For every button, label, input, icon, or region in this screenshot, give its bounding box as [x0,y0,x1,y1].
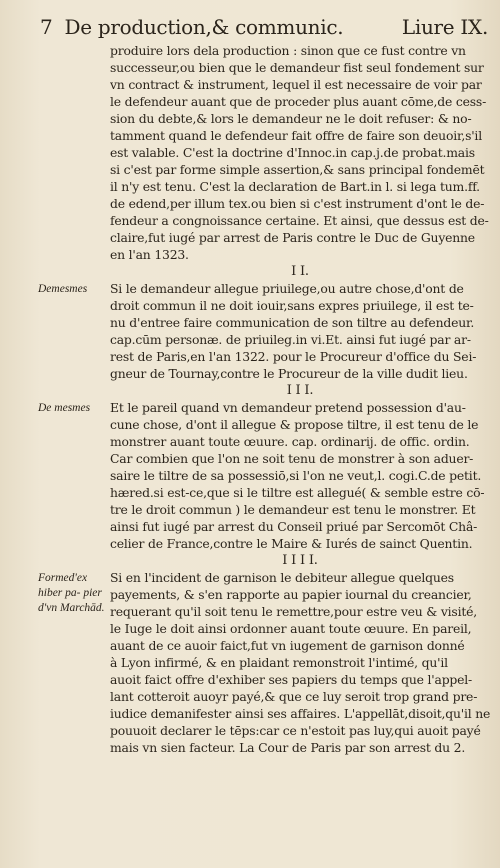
text-line: requerant qu'il soit tenu le remettre,pour estre veu & visité, [110,604,477,619]
text-line: vn contract & instrument, lequel il est necessaire de voir par [110,77,482,92]
section-number: I I I I. [282,553,318,568]
text-line: Car combien que l'on ne soit tenu de monstrer à son aduer- [110,451,474,466]
text-line: iudice demanifester ainsi ses affaires. L'appellāt,disoit,qu'il ne [110,706,490,721]
text-line: auant de ce auoir faict,fut vn iugement de garnison donné [110,638,465,653]
running-header [40,14,488,40]
text-line: cap.cūm personæ. de priuileg.in vi.Et. ainsi fut iugé par ar- [110,332,471,347]
text-line: lant cotteroit auoyr payé,& que ce luy seroit trop grand pre- [110,689,478,704]
text-line: celier de France,contre le Maire & Iurés de sainct Quentin. [110,536,473,551]
text-line: monstrer auant toute œuure. cap. ordinarij. de offic. ordin. [110,434,470,449]
section-number: I I. [291,264,309,279]
text-line: claire,fut iugé par arrest de Paris contre le Duc de Guyenne [110,230,475,245]
text-line: en l'an 1323. [110,247,189,262]
text-line: ainsi fut iugé par arrest du Conseil priué par Sercomōt Châ- [110,519,478,534]
text-line: successeur,ou bien que le demandeur fist seul fondement sur [110,60,484,75]
text-line: il n'y est tenu. C'est la declaration de Bart.in l. si lega tum.ff. [110,179,480,194]
text-line: sion du debte,& lors le demandeur ne le doit refuser: & no- [110,111,472,126]
text-line: hæred.si est-ce,que si le tiltre est allegué( & semble estre cō- [110,485,485,500]
text-line: tamment quand le defendeur fait offre de faire son deuoir,s'il [110,128,482,143]
page-number: 7 [40,15,53,39]
text-line: est valable. C'est la doctrine d'Innoc.in cap.j.de probat.mais [110,145,475,160]
margin-note: Formed'ex hiber pa- pier d'vn Marchād. [38,572,105,614]
text-line: cune chose, d'ont il allegue & propose tiltre, il est tenu de le [110,417,479,432]
book-label: Liure IX. [401,15,488,39]
margin-note: Demesmes [38,283,88,295]
text-line: Et le pareil quand vn demandeur pretend possession d'au- [110,400,466,415]
text-line: gneur de Tournay,contre le Procureur de la ville dudit lieu. [110,366,468,381]
text-line: à Lyon infirmé, & en plaidant remonstroit l'intimé, qu'il [110,655,448,670]
text-line: fendeur a congnoissance certaine. Et ainsi, que dessus est de- [110,213,489,228]
text-line: nu d'entree faire communication de son tiltre au defendeur. [110,315,475,330]
text-line: si c'est par forme simple assertion,& sans principal fondemēt [110,162,485,177]
text-line: produire lors dela production : sinon que ce fust contre vn [110,43,466,58]
text-line: auoit faict offre d'exhiber ses papiers du temps que l'appel- [110,672,473,687]
margin-note: De mesmes [38,402,91,414]
text-line: de edend,per illum tex.ou bien si c'est instrument d'ont le de- [110,196,485,211]
running-title: De production,& communic. [64,15,344,39]
text-line: tre le droit commun ) le demandeur est tenu le monstrer. Et [110,502,476,517]
text-line: saire le tiltre de sa possessiō,si l'on ne veut,l. cogi.C.de petit. [110,468,482,483]
body-text [110,42,490,756]
text-line: rest de Paris,en l'an 1322. pour le Procureur d'office du Sei- [110,349,477,364]
section-number: I I I. [286,383,314,398]
text-line: payements, & s'en rapporte au papier iournal du creancier, [110,587,472,602]
text-line: Si en l'incident de garnison le debiteur allegue quelques [110,570,454,585]
text-line: le Iuge le doit ainsi ordonner auant toute œuure. En pareil, [110,621,472,636]
text-line: Si le demandeur allegue priuilege,ou autre chose,d'ont de [110,281,464,296]
text-line: mais vn sien facteur. La Cour de Paris par son arrest du 2. [110,740,466,755]
text-line: le defendeur auant que de proceder plus auant cōme,de cess- [110,94,487,109]
text-line: droit commun il ne doit iouir,sans expres priuilege, il est te- [110,298,474,313]
text-line: pouuoit declarer le tēps:car ce n'estoit pas luy,qui auoit payé [110,723,481,738]
